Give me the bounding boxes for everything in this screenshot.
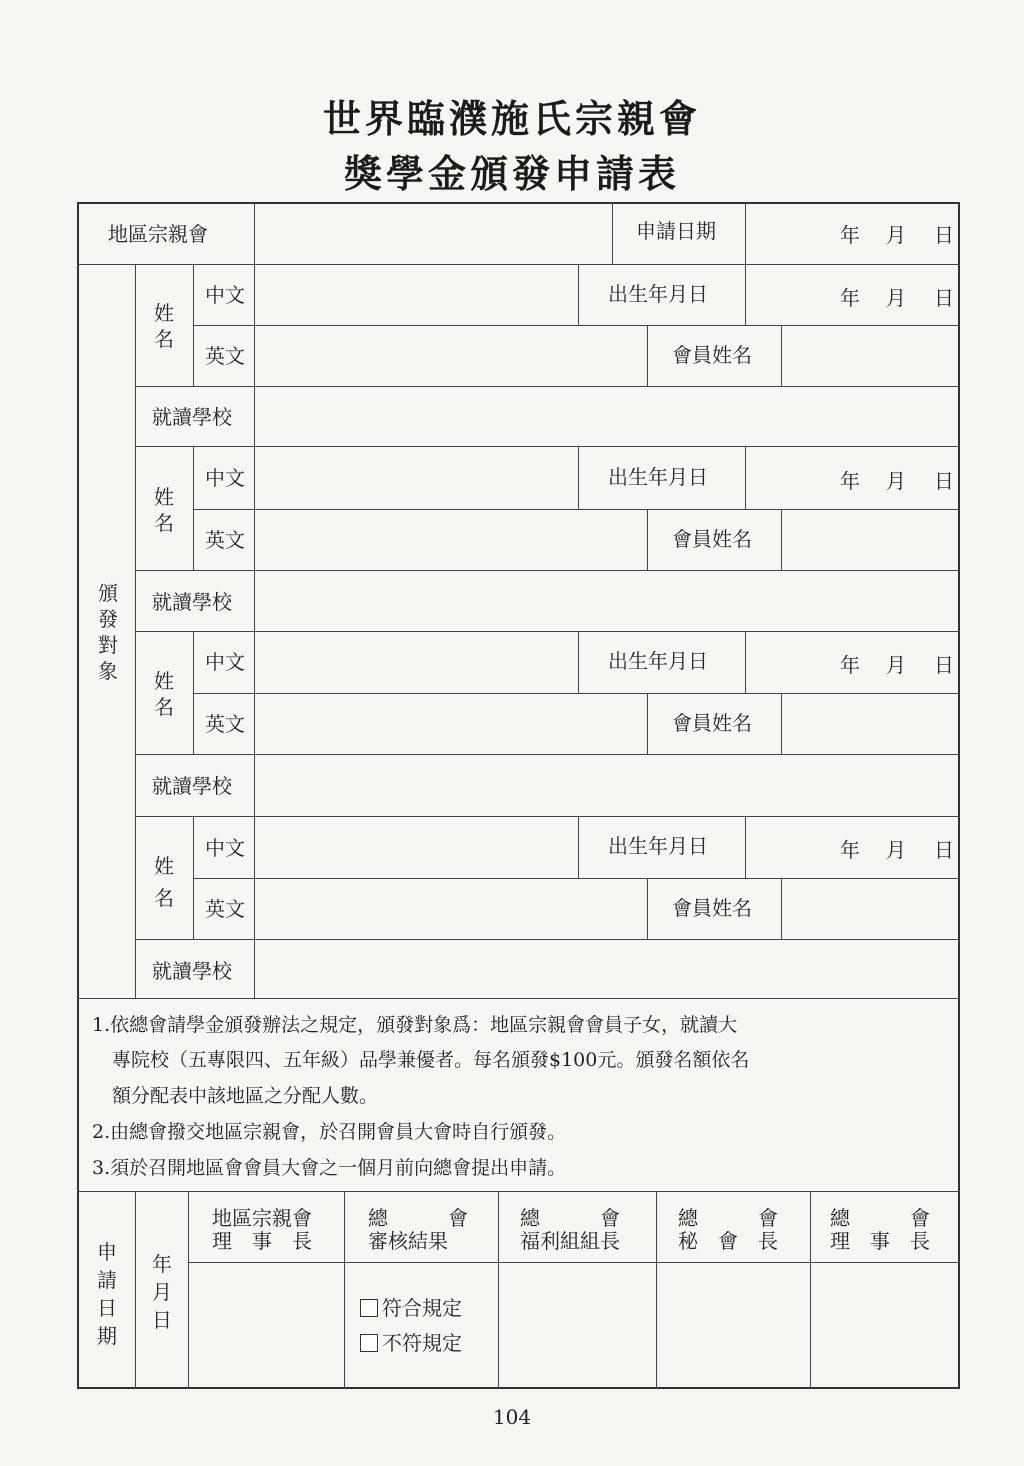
school-label-4: 就讀學校 (152, 959, 232, 983)
compliant-label: 符合規定 (382, 1296, 462, 1320)
non-compliant-label: 不符規定 (382, 1331, 462, 1355)
compliant-checkbox[interactable] (360, 1299, 378, 1317)
birth-date-label-1: 出生年月日 (608, 282, 708, 306)
name-label-4: 姓名 (154, 854, 174, 910)
apply-date-vertical-label: 申請日期 (97, 1240, 117, 1348)
note-line-1: 1.依總會請學金頒發辦法之規定，頒發對象爲：地區宗親會會員子女，就讀大 (92, 1014, 738, 1036)
member-name-label-3: 會員姓名 (672, 711, 752, 735)
col4-header-line2: 秘 會 長 (678, 1229, 778, 1253)
region-label: 地區宗親會 (108, 222, 208, 246)
name-label-1: 姓名 (154, 301, 174, 351)
name-label-2: 姓名 (154, 485, 174, 535)
birth-date-field-2[interactable]: 年 月 日 (840, 469, 954, 493)
school-label-1: 就讀學校 (152, 405, 232, 429)
note-line-5: 3.須於召開地區會會員大會之一個月前向總會提出申請。 (92, 1157, 567, 1179)
birth-date-field-4[interactable]: 年 月 日 (840, 838, 954, 862)
col5-header-line1: 總 會 (830, 1206, 930, 1230)
recipient-label: 頒發對象 (98, 581, 118, 683)
birth-date-field-1[interactable]: 年 月 日 (840, 286, 954, 310)
col3-header-line2: 福利組組長 (520, 1229, 620, 1253)
apply-date-field[interactable]: 年 月 日 (840, 223, 954, 247)
col5-header-line2: 理 事 長 (830, 1229, 930, 1253)
name-label-3: 姓名 (154, 669, 174, 719)
english-label-1: 英文 (205, 344, 245, 368)
ymd-vertical-label: 年月日 (152, 1252, 172, 1332)
school-label-3: 就讀學校 (152, 774, 232, 798)
col2-header-line2: 審核結果 (368, 1229, 448, 1253)
col2-header-line1: 總 會 (368, 1206, 468, 1230)
form-title: 世界臨濮施氏宗親會 (322, 97, 701, 141)
birth-date-label-2: 出生年月日 (608, 465, 708, 489)
english-label-2: 英文 (205, 528, 245, 552)
col4-header-line1: 總 會 (678, 1206, 778, 1230)
birth-date-label-3: 出生年月日 (608, 649, 708, 673)
birth-date-label-4: 出生年月日 (608, 834, 708, 858)
member-name-label-4: 會員姓名 (672, 896, 752, 920)
english-label-3: 英文 (205, 712, 245, 736)
english-label-4: 英文 (205, 897, 245, 921)
form-subtitle: 獎學金頒發申請表 (343, 152, 680, 196)
non-compliant-checkbox[interactable] (360, 1334, 378, 1352)
col3-header-line1: 總 會 (520, 1206, 620, 1230)
school-label-2: 就讀學校 (152, 590, 232, 614)
member-name-label-2: 會員姓名 (672, 527, 752, 551)
chinese-label-3: 中文 (205, 650, 245, 674)
col1-header-line2: 理 事 長 (212, 1229, 312, 1253)
member-name-label-1: 會員姓名 (672, 343, 752, 367)
region-input[interactable] (258, 206, 608, 260)
note-line-2: 專院校（五專限四、五年級）品學兼優者。每名頒發$100元。頒發名額依名 (112, 1049, 750, 1071)
birth-date-field-3[interactable]: 年 月 日 (840, 653, 954, 677)
note-line-4: 2.由總會撥交地區宗親會，於召開會員大會時自行頒發。 (92, 1121, 567, 1143)
col1-header-line1: 地區宗親會 (212, 1206, 312, 1230)
page-number: 104 (492, 1405, 532, 1429)
chinese-label-1: 中文 (205, 283, 245, 307)
note-line-3: 額分配表中該地區之分配人數。 (112, 1085, 379, 1107)
chinese-label-4: 中文 (205, 836, 245, 860)
apply-date-label: 申請日期 (636, 219, 716, 243)
chinese-label-2: 中文 (205, 466, 245, 490)
